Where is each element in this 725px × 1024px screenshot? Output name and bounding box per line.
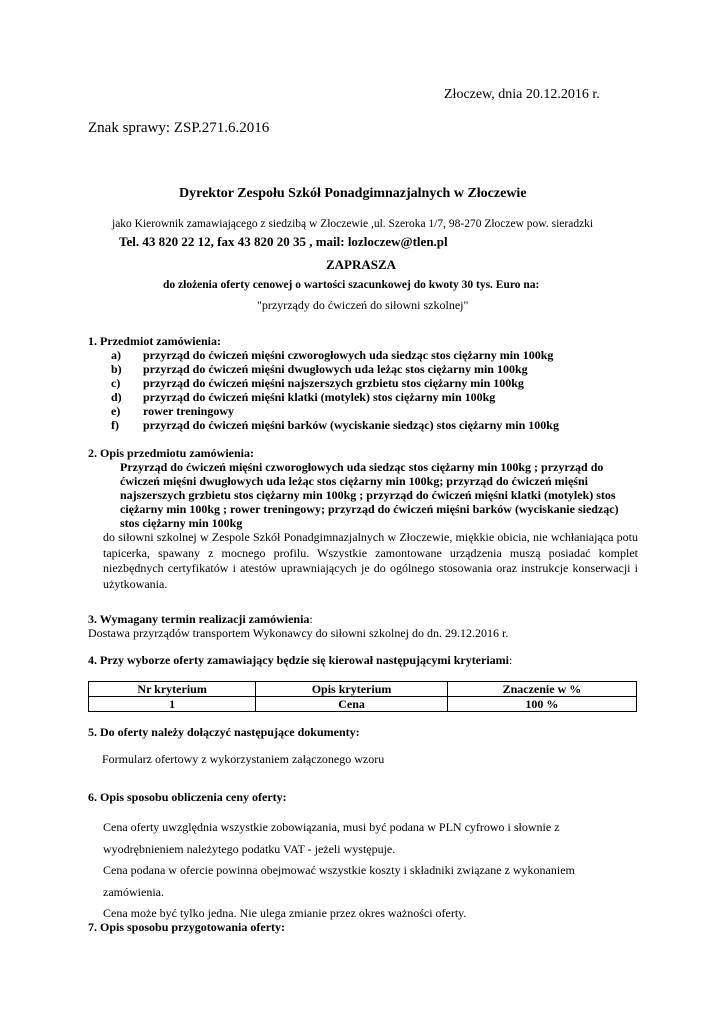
subject-quote: "przyrządy do ćwiczeń do siłowni szkolnej"	[257, 298, 469, 312]
list-item-text: przyrząd do ćwiczeń mięśni klatki (motylek) stos ciężarny min 100kg	[143, 390, 496, 404]
criteria-table	[88, 681, 637, 712]
list-item-text: przyrząd do ćwiczeń mięśni najszerszych grzbietu stos ciężarny min 100kg	[143, 376, 524, 390]
list-item-text: rower treningowy	[143, 404, 234, 418]
list-item-letter: d)	[111, 390, 122, 404]
section-6-heading: 6. Opis sposobu obliczenia ceny oferty:	[88, 790, 287, 804]
list-item	[111, 348, 559, 362]
section-4-heading	[88, 653, 512, 668]
text-line: ćwiczeń mięśni dwugłowych uda leżąc stos ciężarny min 100kg; przyrząd do ćwiczeń mięśni	[120, 474, 588, 488]
list-item-letter: a)	[111, 348, 121, 362]
table-row	[89, 697, 637, 712]
section-3-heading-text: 3. Wymagany termin realizacji zamówienia	[88, 612, 310, 626]
invites-heading: ZAPRASZA	[326, 257, 397, 272]
document-title: Dyrektor Zespołu Szkół Ponadgimnazjalnych w Złoczewie	[179, 186, 527, 201]
place-date: Złoczew, dnia 20.12.2016 r.	[444, 87, 600, 102]
section-6-body	[103, 817, 575, 925]
contact-line: Tel. 43 820 22 12, fax 43 820 20 35 , mail: lozloczew@tlen.pl	[119, 234, 448, 249]
text-line: wyodrębnieniem należytego podatku VAT - jeżeli występuje.	[103, 841, 396, 856]
list-item-letter: b)	[111, 362, 122, 376]
case-number: Znak sprawy: ZSP.271.6.2016	[88, 120, 270, 136]
table-header-row	[89, 682, 637, 697]
list-item	[111, 404, 559, 418]
text-line: Cena oferty uwzględnia wszystkie zobowiązania, musi być podana w PLN cyfrowo i słownie z	[103, 820, 560, 834]
table-cell: 100 %	[447, 697, 636, 712]
table-header-cell: Nr kryterium	[89, 682, 256, 697]
list-item	[111, 376, 559, 390]
list-item-letter: f)	[111, 418, 119, 432]
section-7-heading: 7. Opis sposobu przygotowania oferty:	[88, 920, 286, 934]
list-item	[111, 362, 559, 376]
section-1-list	[111, 348, 559, 432]
section-4-heading-text: 4. Przy wyborze oferty zamawiający będzie się kierował następującymi kryteriami	[88, 653, 510, 667]
list-item-letter: c)	[111, 376, 121, 390]
list-item-text: przyrząd do ćwiczeń mięśni czworogłowych uda siedząc stos ciężarny min 100kg	[143, 348, 554, 362]
table-header-cell: Znaczenie w %	[447, 682, 636, 697]
section-3-colon: :	[309, 612, 313, 626]
text-line: najszerszych grzbietu stos ciężarny min 100kg ; przyrząd do ćwiczeń mięśni klatki (motylek) stos	[120, 488, 616, 502]
section-5-text: Formularz ofertowy z wykorzystaniem załączonego wzoru	[102, 752, 385, 766]
section-5-heading: 5. Do oferty należy dołączyć następujące dokumenty:	[88, 725, 360, 739]
section-1-heading: 1. Przedmiot zamówienia:	[88, 334, 221, 348]
text-line: Cena podana w ofercie powinna obejmować wszystkie koszty i składniki związane z wykonaniem	[103, 863, 575, 877]
text-line: zamówienia.	[103, 884, 164, 899]
list-item-text: przyrząd do ćwiczeń mięśni barków (wyciskanie siedząc) stos ciężarny min 100kg	[143, 418, 559, 432]
list-item	[111, 390, 559, 404]
section-2-heading: 2. Opis przedmiotu zamówienia:	[88, 446, 254, 460]
section-2-bold-block	[120, 460, 619, 530]
table-cell: 1	[89, 697, 256, 712]
section-3-text: Dostawa przyrządów transportem Wykonawcy do siłowni szkolnej do dn. 29.12.2016 r.	[88, 626, 509, 640]
text-line: Cena może być tylko jedna. Nie ulega zmianie przez okres ważności oferty.	[103, 906, 467, 920]
table-header-cell: Opis kryterium	[256, 682, 448, 697]
offer-line: do złożenia oferty cenowej o wartości szacunkowej do kwoty 30 tys. Euro na:	[163, 279, 540, 291]
address-line: jako Kierownik zamawiającego z siedzibą w Złoczewie ,ul. Szeroka 1/7, 98-270 Złoczew pow. sieradzki	[112, 218, 594, 230]
section-3-heading	[88, 612, 313, 627]
text-line: stos ciężarny min 100kg	[120, 516, 243, 530]
list-item-text: przyrząd do ćwiczeń mięśni dwugłowych uda leżąc stos ciężarny min 100kg	[143, 362, 528, 376]
text-line: Przyrząd do ćwiczeń mięśni czworogłowych uda siedząc stos ciężarny min 100kg ; przyrząd do	[120, 460, 604, 474]
list-item	[111, 418, 559, 432]
section-4-colon: :	[509, 653, 513, 667]
list-item-letter: e)	[111, 404, 121, 418]
text-line: ciężarny min 100kg ; rower treningowy; przyrząd do ćwiczeń mięśni barków (wyciskanie siedząc)	[120, 502, 619, 516]
table-cell: Cena	[256, 697, 448, 712]
section-2-description: do siłowni szkolnej w Zespole Szkół Ponadgimnazjalnych w Złoczewie, miękkie obicia, nie wchłaniająca potu tapicerka, spawany z mocnego profilu. Wszystkie zamontowane urządzenia muszą posiadać komplet niezbędnych certyfikatów i atestów uprawniających je do ogólnego stosowania oraz instrukcje konserwacji i użytkowania.	[103, 530, 638, 591]
